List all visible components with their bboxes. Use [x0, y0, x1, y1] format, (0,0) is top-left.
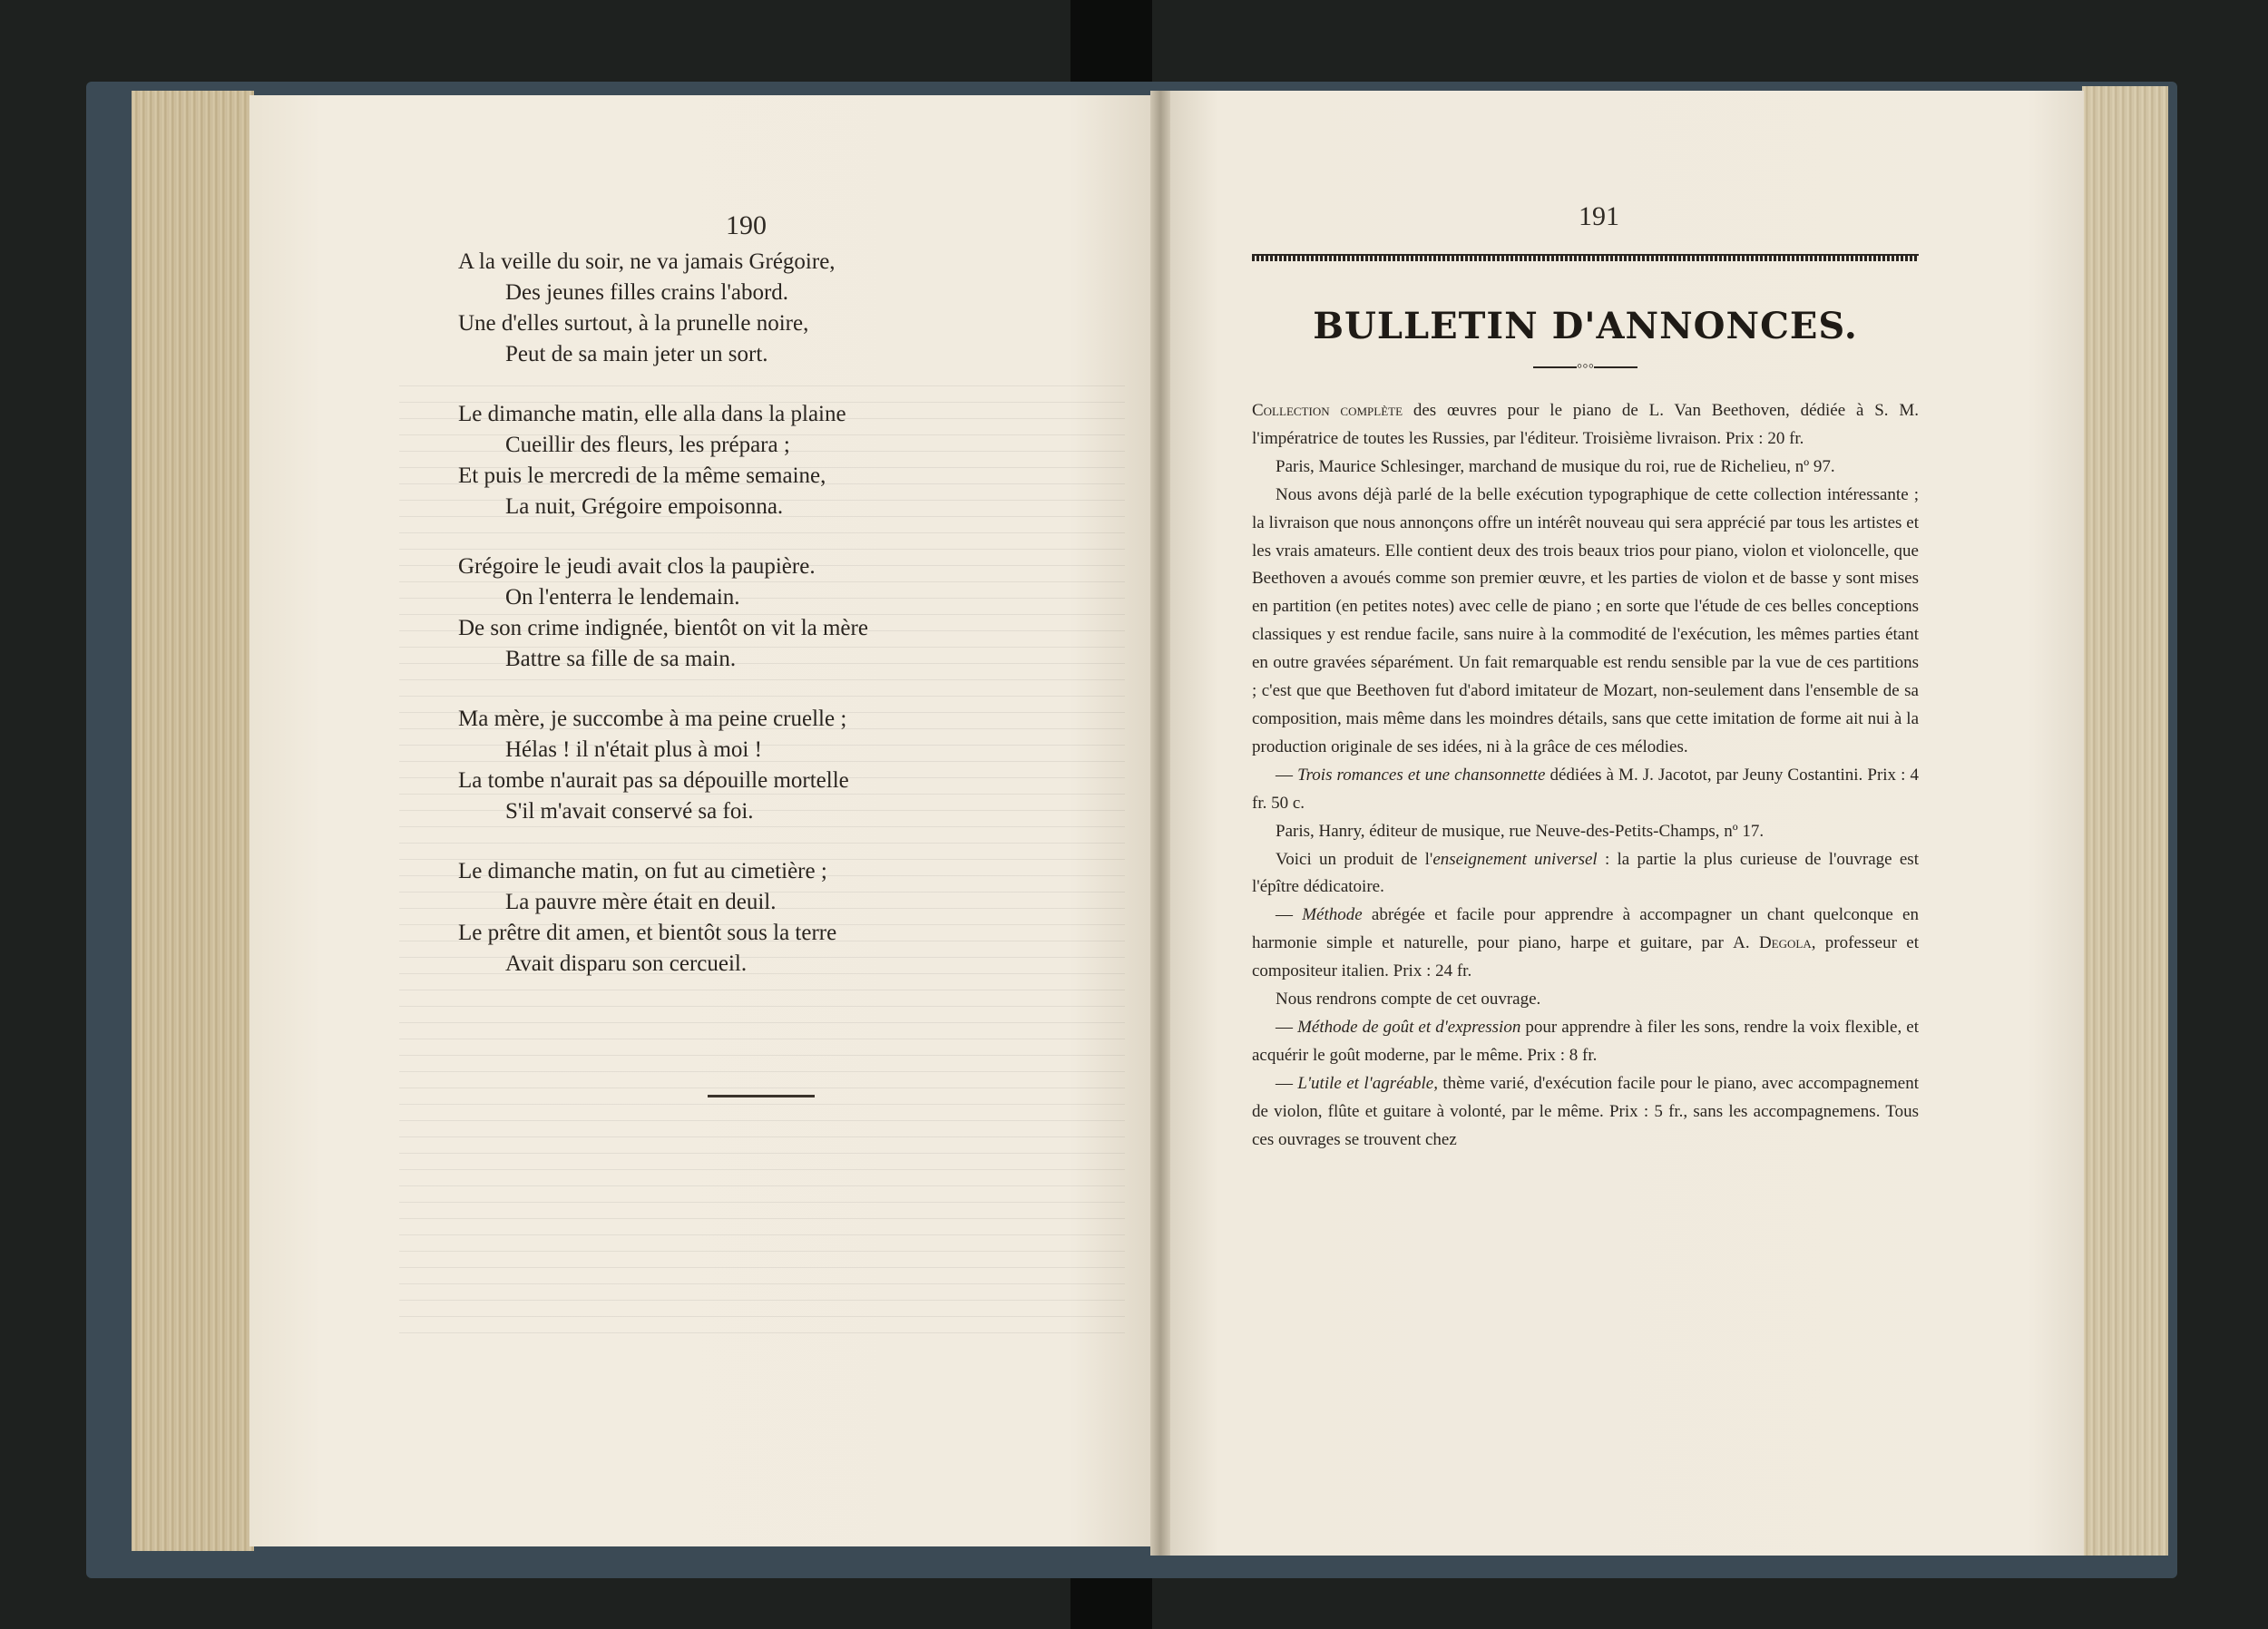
verse-line: On l'enterra le lendemain. [505, 585, 740, 610]
verse-line: Battre sa fille de sa main. [505, 647, 737, 671]
methode-text-end: , professeur et compositeur italien. Prix : 24 fr. [1252, 933, 1919, 981]
utile-title: L'utile et l'agréable, [1297, 1073, 1438, 1093]
book-gutter [1150, 91, 1170, 1556]
top-ornamental-rule [1252, 254, 1919, 261]
verse-line: Des jeunes filles crains l'abord. [505, 280, 789, 305]
methode-author: A. Degola [1733, 933, 1812, 953]
utile-text: thème varié, d'exécution facile pour le piano, avec accompagnement de violon, flûte et guitare à volonté, par le même. Prix : 5 fr., sans les accompagnemens. Tous ces ouvrages se trouvent chez [1252, 1073, 1920, 1149]
romances-text: dédiées à M. J. Jacotot, par Jeuny Costantini. Prix : 4 fr. 50 c. [1252, 765, 1920, 813]
collection-text: des œuvres pour le piano de L. Van Beethoven, dédiée à S. M. l'impératrice de toutes les Russies, par l'éditeur. Troisième livraison. Prix : 20 fr. [1252, 401, 1920, 448]
produit-paragraph [1252, 846, 1919, 902]
stanza-1 [458, 247, 930, 370]
review-paragraph: Nous avons déjà parlé de la belle exécution typographique de cette collection intéressante ; la livraison que nous annonçons offre un intérêt nouveau qui sera apprécié par tous les artistes et les vrais amateurs. Elle contient deux des trois beaux trios pour piano, violon et violoncelle, que Beethoven a avoués comme son premier œuvre, et les parties de violon et de basse y sont mises en partition (en petites notes) avec celle de piano ; en sorte que l'étude de ces belles conceptions classiques y est rendue facile, sans nuire à la commodité de l'exécution, les mêmes parties étant en outre gravées séparément. Un fait remarquable est rendu sensible par la vue de ces partitions ; c'est que que Beethoven fut d'abord imitateur de Mozart, non-seulement dans l'ensemble de sa composition, mais même dans les moindres détails, sans que cette imitation de forme ait nui à la production originale de ses idées, ni à la grâce de ces mélodies. [1252, 484, 1919, 756]
announcement-romances: — Trois romances et une chansonnette dédiées à M. J. Jacotot, par Jeuny Costantini. Prix : 4 fr. 50 c. [1252, 765, 1920, 813]
right-page-number: 191 [1579, 201, 1619, 231]
stanza-5 [458, 856, 930, 980]
verse-line: La tombe n'aurait pas sa dépouille mortelle [458, 768, 849, 793]
compte-line: Nous rendrons compte de cet ouvrage. [1276, 990, 1541, 1010]
verse-line: La pauvre mère était en deuil. [505, 890, 777, 914]
romances-title: Trois romances et une chansonnette [1297, 765, 1546, 785]
verse-line: Le dimanche matin, on fut au cimetière ; [458, 859, 827, 883]
bulletin-title: BULLETIN D'ANNONCES. [1313, 305, 1858, 347]
stanza-3 [458, 551, 930, 675]
publisher-line: Paris, Hanry, éditeur de musique, rue Neuve-des-Petits-Champs, nº 17. [1276, 821, 1765, 841]
title-ornament: ◦◦◦ [1252, 356, 1919, 376]
produit-text-end: : la partie la plus curieuse de l'ouvrage est l'épître dédicatoire. [1252, 849, 1919, 897]
end-rule [708, 1095, 815, 1097]
verse-line: Hélas ! il n'était plus à moi ! [505, 737, 762, 762]
collection-heading: Collection complète [1252, 401, 1403, 420]
produit-text: Voici un produit de l' [1276, 849, 1433, 869]
verse-line: Avait disparu son cercueil. [505, 951, 748, 976]
gout-text: pour apprendre à filer les sons, rendre la voix flexible, et acquérir le goût moderne, par le même. Prix : 8 fr. [1252, 1017, 1920, 1065]
announcement-gout: — Méthode de goût et d'expression pour apprendre à filer les sons, rendre la voix flexible, et acquérir le goût moderne, par le même. Prix : 8 fr. [1252, 1017, 1920, 1065]
verse-line: Peut de sa main jeter un sort. [505, 342, 768, 366]
verse-line: Ma mère, je succombe à ma peine cruelle ; [458, 707, 847, 731]
verse-line: Une d'elles surtout, à la prunelle noire, [458, 311, 809, 336]
page-edges-right [2082, 86, 2168, 1556]
left-page-number: 190 [726, 210, 767, 240]
announcement-methode: — Méthode abrégée et facile pour apprendre à accompagner un chant quelconque en harmonie simple et naturelle, pour piano, harpe et guitare, par A. Degola, professeur et compositeur italien. Prix : 24 fr. [1252, 905, 1919, 981]
announcement-collection [1252, 397, 1919, 454]
methode-title: Méthode [1302, 905, 1363, 925]
verse-line: A la veille du soir, ne va jamais Grégoire, [458, 249, 836, 274]
verse-line: La nuit, Grégoire empoisonna. [505, 494, 784, 519]
bulletin-block [1252, 254, 1919, 1154]
verse-line: Le prêtre dit amen, et bientôt sous la terre [458, 921, 837, 945]
verse-line: Cueillir des fleurs, les prépara ; [505, 433, 790, 457]
produit-emphasis: enseignement universel [1432, 849, 1598, 869]
publisher-line: Paris, Maurice Schlesinger, marchand de musique du roi, rue de Richelieu, nº 97. [1276, 456, 1835, 476]
verse-line: Et puis le mercredi de la même semaine, [458, 463, 826, 488]
methode-text: abrégée et facile pour apprendre à accompagner un chant quelconque en harmonie simple et naturelle, pour piano, harpe et guitare, par [1252, 905, 1919, 953]
announcements [1252, 397, 1919, 1154]
verse-line: Grégoire le jeudi avait clos la paupière. [458, 554, 816, 579]
verse-line: De son crime indignée, bientôt on vit la mère [458, 616, 868, 640]
stanza-2 [458, 399, 930, 522]
page-edges-left [132, 91, 254, 1551]
verse-line: Le dimanche matin, elle alla dans la plaine [458, 402, 846, 426]
announcement-utile: — L'utile et l'agréable, thème varié, d'exécution facile pour le piano, avec accompagnement de violon, flûte et guitare à volonté, par le même. Prix : 5 fr., sans les accompagnemens. Tous ces ouvrages se trouvent chez [1252, 1073, 1920, 1149]
verse-line: S'il m'avait conservé sa foi. [505, 799, 754, 824]
poem [458, 247, 930, 1009]
stanza-4 [458, 704, 930, 827]
gout-title: Méthode de goût et d'expression [1297, 1017, 1521, 1037]
